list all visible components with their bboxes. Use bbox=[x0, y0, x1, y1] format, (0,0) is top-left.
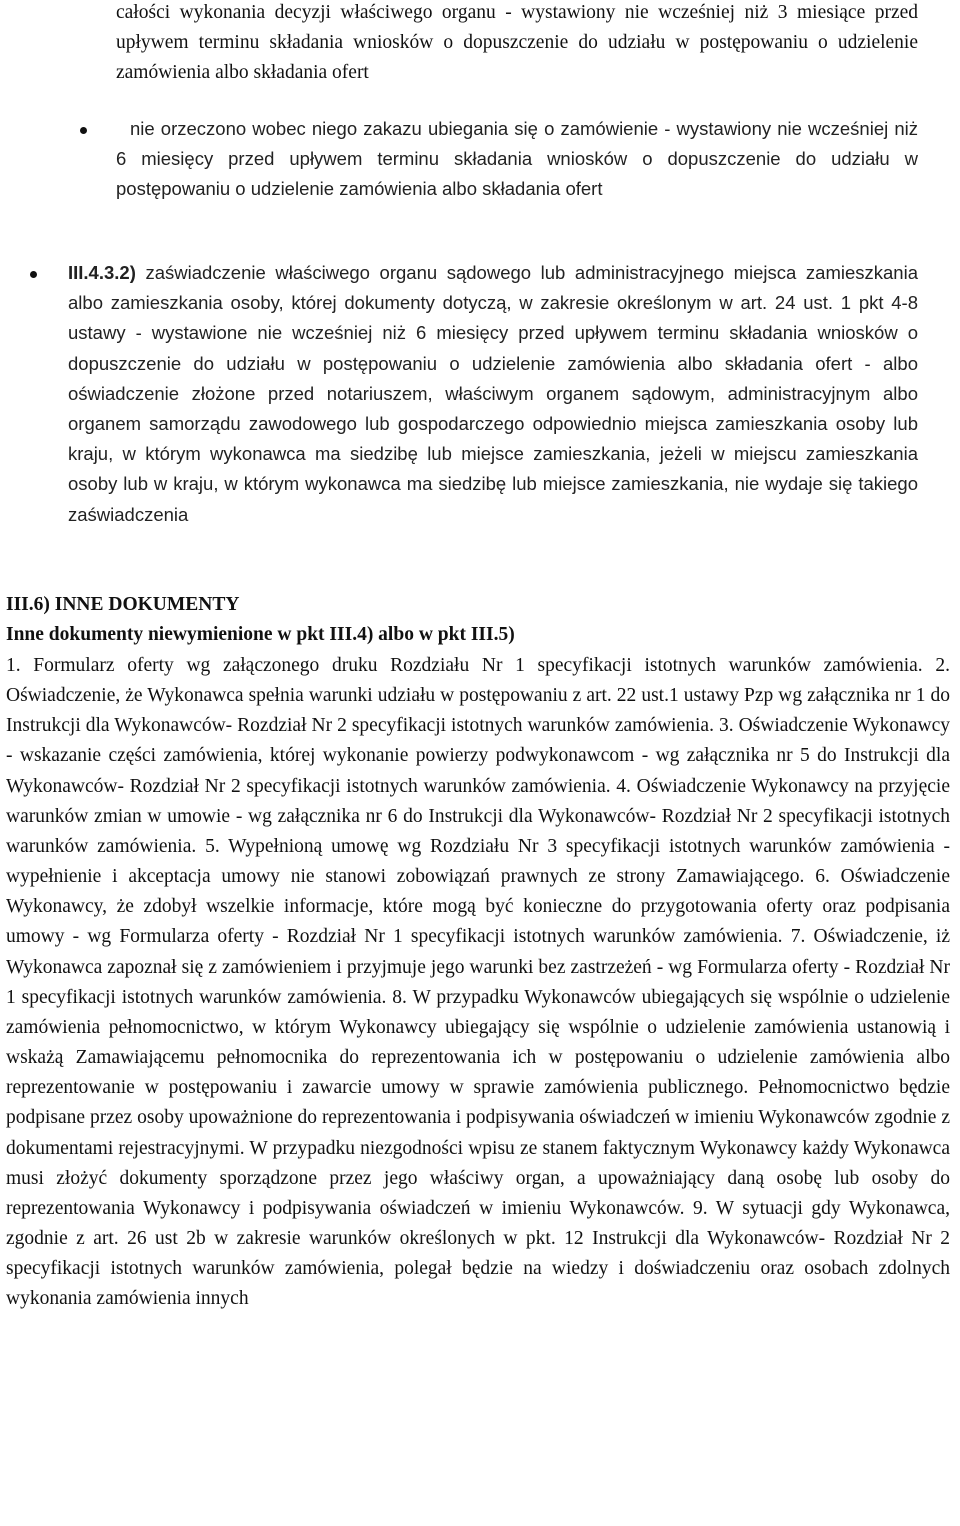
bullet-iii-4-3-2-block bbox=[68, 258, 918, 530]
other-documents-paragraph bbox=[6, 651, 950, 1314]
continuation-paragraph bbox=[116, 0, 918, 88]
bullet-iii-4-3-2-label: III.4.3.2) bbox=[68, 262, 136, 283]
continuation-text: całości wykonania decyzji właściwego organu - wystawiony nie wcześniej niż 3 miesiące przed upływem terminu składania wniosków o dopuszczenie do udziału w postępowaniu o udzielenie zamówienia albo składania ofert bbox=[116, 2, 918, 83]
bullet-text-block bbox=[116, 114, 918, 205]
other-documents-text: 1. Formularz oferty wg załączonego druku Rozdziału Nr 1 specyfikacji istotnych warunków zamówienia. 2. Oświadczenie, że Wykonawca spełnia warunki udziału w postępowaniu z art. 22 ust.1 ustawy Pzp wg załącznika nr 1 do Instrukcji dla Wykonawców- Rozdział Nr 2 specyfikacji istotnych warunków zamówienia. 3. Oświadczenie Wykonawcy - wskazanie części zamówienia, której wykonanie powierzy podwykonawcom - wg załącznika nr 5 do Instrukcji dla Wykonawców- Rozdział Nr 2 specyfikacji istotnych warunków zamówienia. 4. Oświadczenie Wykonawcy na przyjęcie warunków zmian w umowie - wg załącznika nr 6 do Instrukcji dla Wykonawców- Rozdział Nr 2 specyfikacji istotnych warunków zamówienia. 5. Wypełnioną umowę wg Rozdziału Nr 3 specyfikacji istotnych warunków zamówienia - wypełnienie i akceptacja umowy nie stanowi zobowiązań prawnych ze strony Zamawiającego. 6. Oświadczenie Wykonawcy, że zdobył wszelkie informacje, które mogą być konieczne do przygotowania oferty oraz podpisania umowy - wg Formularza oferty - Rozdział Nr 1 specyfikacji istotnych warunków zamówienia. 7. Oświadczenie, iż Wykonawca zapoznał się z zamówieniem i przyjmuje jego warunki bez zastrzeżeń - wg Formularza oferty - Rozdział Nr 1 specyfikacji istotnych warunków zamówienia. 8. W przypadku Wykonawców ubiegających się wspólnie o udzielenie zamówienia pełnomocnictwo, w którym Wykonawcy ubiegający się wspólnie o udzielenie zamówienia ustanowią i wskażą Zamawiającemu pełnomocnika do reprezentowania ich w postępowaniu o udzielenie zamówienia albo reprezentowanie w postępowaniu i zawarcie umowy w sprawie zamówienia publicznego. Pełnomocnictwo będzie podpisane przez osoby upoważnione do reprezentowania i podpisywania oświadczeń w imieniu Wykonawców zgodnie z dokumentami rejestracyjnymi. W przypadku niezgodności wpisu ze stanem faktycznym Wykonawcy każdy Wykonawca musi złożyć dokumenty sporządzone przez jego właściwy organ, a upoważniający daną osobę lub osoby do reprezentowania Wykonawcy i podpisywania oświadczeń w imieniu Wykonawców. 9. W sytuacji gdy Wykonawca, zgodnie z art. 26 ust 2b w zakresie warunków określonych w pkt. 12 Instrukcji dla Wykonawców- Rozdział Nr 2 specyfikacji istotnych warunków zamówienia, polegał będzie na wiedzy i doświadczeniu oraz osobach zdolnych wykonania zamówienia innych bbox=[6, 655, 950, 1310]
bullet-iii-4-3-2-text: zaświadczenie właściwego organu sądowego lub administracyjnego miejsca zamieszkania albo zamieszkania osoby, której dokumenty dotyczą, w zakresie określonym w art. 24 ust. 1 pkt 4-8 ustawy - wystawione nie wcześniej niż 6 miesięcy przed upływem terminu składania wniosków o dopuszczenie do udziału w postępowaniu o udzielenie zamówienia albo składania ofert - albo oświadczenie złożone przed notariuszem, właściwym organem sądowym, administracyjnym albo organem samorządu zawodowego lub gospodarczego odpowiednio miejsca zamieszkania osoby lub kraju, w którym wykonawca ma siedzibę lub miejsce zamieszkania, jeżeli w miejscu zamieszkania osoby lub w kraju, w którym wykonawca ma siedzibę lub miejsce zamieszkania, nie wydaje się takiego zaświadczenia bbox=[68, 262, 918, 525]
section-subheading: Inne dokumenty niewymienione w pkt III.4) albo w pkt III.5) bbox=[6, 624, 515, 645]
bullet-dot-icon bbox=[30, 271, 37, 278]
bullet-dot-icon bbox=[80, 127, 87, 134]
bullet-not-forbidden-text: nie orzeczono wobec niego zakazu ubiegania się o zamówienie - wystawiony nie wcześniej niż 6 miesięcy przed upływem terminu składania wniosków o dopuszczenie do udziału w postępowaniu o udzielenie zamówienia albo składania ofert bbox=[116, 118, 918, 200]
section-heading: III.6) INNE DOKUMENTY bbox=[6, 594, 240, 615]
